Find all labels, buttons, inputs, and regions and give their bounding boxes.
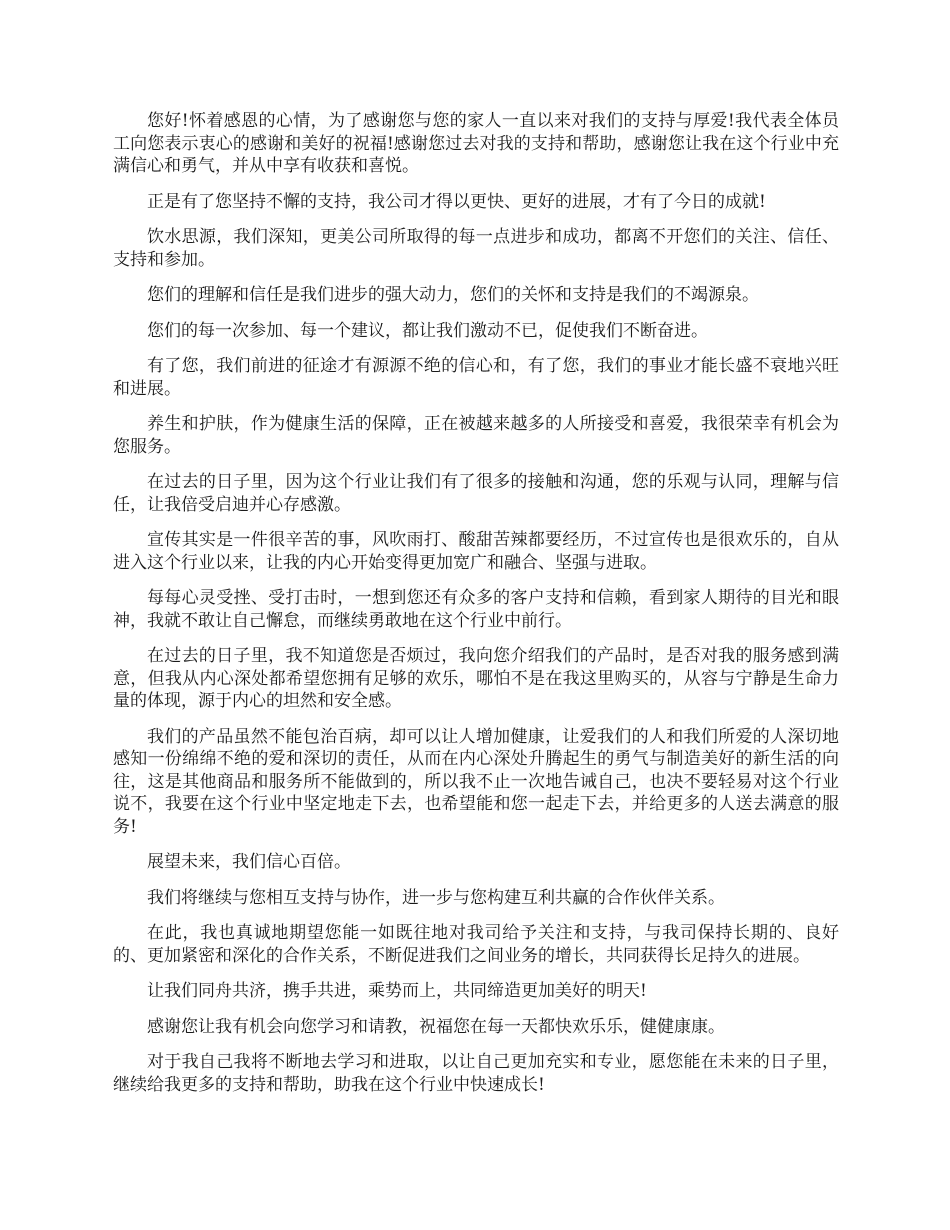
paragraph-9: 宣传其实是一件很辛苦的事，风吹雨打、酸甜苦辣都要经历，不过宣传也是很欢乐的，自从进入这个行业以来，让我的内心开始变得更加宽广和融合、坚强与进取。 bbox=[113, 530, 839, 573]
paragraph-5: 您们的每一次参加、每一个建议，都让我们激动不已，促使我们不断奋进。 bbox=[147, 320, 708, 341]
paragraph-4: 您们的理解和信任是我们进步的强大动力，您们的关怀和支持是我们的不竭源泉。 bbox=[147, 285, 759, 305]
paragraph-3: 饮水思源，我们深知，更美公司所取得的每一点进步和成功，都离不开您们的关注、信任、支持和参加。 bbox=[113, 227, 839, 270]
paragraph-11: 在过去的日子里，我不知道您是否烦过，我向您介绍我们的产品时，是否对我的服务感到满意，但我从内心深处都希望您拥有足够的欢乐，哪怕不是在我这里购买的，从容与宁静是生命力量的体现，源于内心的坦然和安全感。 bbox=[113, 646, 839, 711]
paragraph-1: 您好!怀着感恩的心情，为了感谢您与您的家人一直以来对我们的支持与厚爱!我代表全体员工向您表示衷心的感谢和美好的祝福!感谢您过去对我的支持和帮助，感谢您让我在这个行业中充满信心和勇气，并从中享有收获和喜悦。 bbox=[113, 111, 839, 176]
paragraph-12: 我们的产品虽然不能包治百病，却可以让人增加健康，让爱我们的人和我们所爱的人深切地感知一份绵绵不绝的爱和深切的责任，从而在内心深处升腾起生的勇气与制造美好的新生活的向往，这是其他商品和服务所不能做到的，所以我不止一次地告诫自己，也决不要轻易对这个行业说不，我要在这个行业中坚定地走下去，也希望能和您一起走下去，并给更多的人送去满意的服务! bbox=[113, 726, 839, 837]
paragraph-8: 在过去的日子里，因为这个行业让我们有了很多的接触和沟通，您的乐观与认同，理解与信任，让我倍受启迪并心存感激。 bbox=[113, 472, 839, 515]
paragraph-10: 每每心灵受挫、受打击时，一想到您还有众多的客户支持和信赖，看到家人期待的目光和眼神，我就不敢让自己懈怠，而继续勇敢地在这个行业中前行。 bbox=[113, 588, 839, 631]
paragraph-18: 对于我自己我将不断地去学习和进取，以让自己更加充实和专业，愿您能在未来的日子里，继续给我更多的支持和帮助，助我在这个行业中快速成长! bbox=[113, 1052, 839, 1095]
paragraph-15: 在此，我也真诚地期望您能一如既往地对我司给予关注和支持，与我司保持长期的、良好的、更加紧密和深化的合作关系，不断促进我们之间业务的增长，共同获得长足持久的进展。 bbox=[113, 923, 839, 966]
paragraph-14: 我们将继续与您相互支持与协作，进一步与您构建互利共赢的合作伙伴关系。 bbox=[147, 887, 725, 908]
paragraph-13: 展望未来，我们信心百倍。 bbox=[147, 852, 351, 872]
paragraph-7: 养生和护肤，作为健康生活的保障，正在被越来越多的人所接受和喜爱，我很荣幸有机会为您服务。 bbox=[113, 414, 839, 457]
paragraph-6: 有了您，我们前进的征途才有源源不绝的信心和，有了您，我们的事业才能长盛不衰地兴旺和进展。 bbox=[113, 356, 839, 399]
letter-body bbox=[113, 110, 839, 1109]
paragraph-16: 让我们同舟共济，携手共进，乘势而上，共同缔造更加美好的明天! bbox=[147, 981, 647, 1001]
paragraph-17: 感谢您让我有机会向您学习和请教，祝福您在每一天都快欢乐乐，健健康康。 bbox=[147, 1016, 725, 1037]
paragraph-2: 正是有了您坚持不懈的支持，我公司才得以更快、更好的进展，才有了今日的成就! bbox=[147, 191, 766, 212]
